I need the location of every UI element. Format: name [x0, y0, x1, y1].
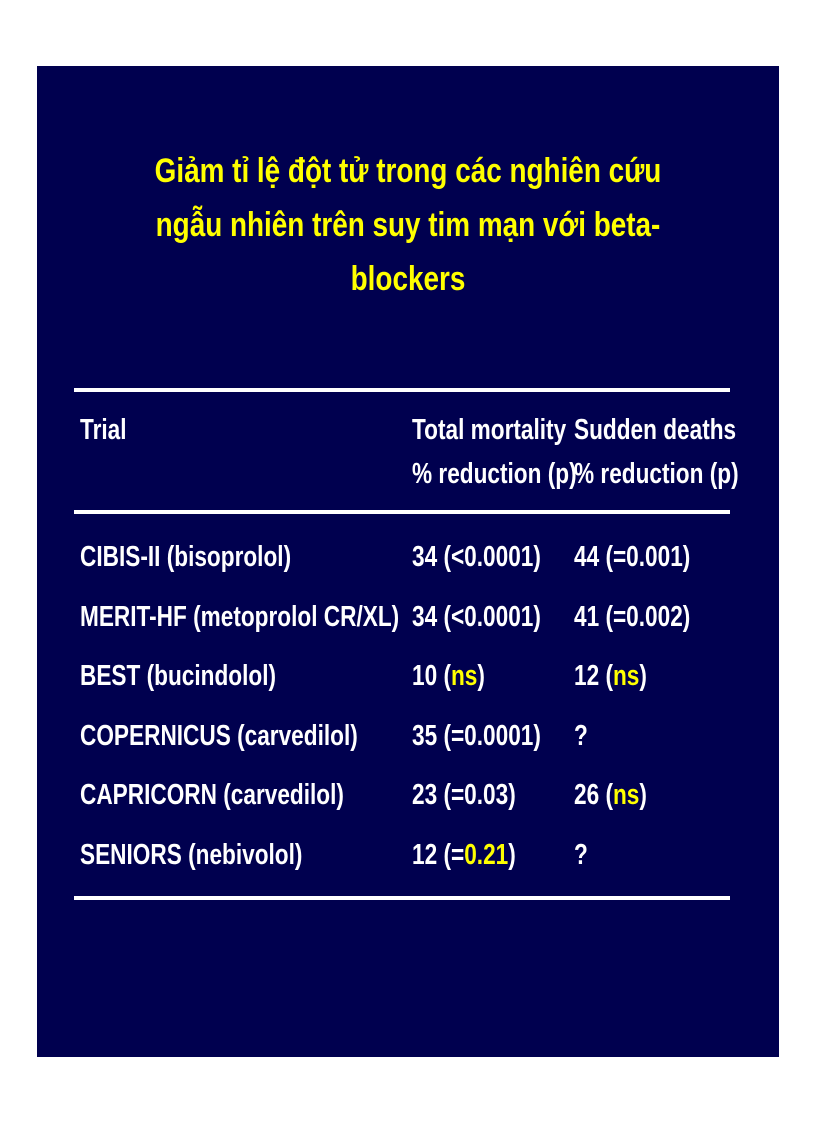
- title-line-2: ngẫu nhiên trên suy tim mạn với beta-blockers: [155, 206, 661, 298]
- sudden-value-post: ): [639, 779, 647, 811]
- row-3-sudden-cell: [574, 658, 647, 694]
- sudden-value-hl: ns: [612, 660, 640, 692]
- total-value-post: ): [508, 839, 516, 871]
- header-sudden-reduction: % reduction (p): [574, 458, 739, 490]
- table-header-rule: [74, 510, 730, 514]
- row-1-sudden-cell: [574, 539, 690, 575]
- row-4-sudden-cell: [574, 718, 588, 754]
- total-value-pre: 34 (<0.0001): [412, 541, 541, 573]
- header-total-mortality: Total mortality: [412, 414, 567, 446]
- row-4-total-cell: [412, 718, 541, 754]
- row-4-trial-cell: COPERNICUS (carvedilol): [80, 720, 358, 752]
- row-5-total-cell: [412, 777, 516, 813]
- row-6-total-cell: [412, 837, 516, 873]
- row-5-trial-cell: CAPRICORN (carvedilol): [80, 779, 344, 811]
- sudden-value-post: ): [639, 660, 647, 692]
- sudden-value-pre: 12 (: [574, 660, 613, 692]
- total-value-pre: 35 (=0.0001): [412, 720, 541, 752]
- total-value-pre: 23 (=0.03): [412, 779, 516, 811]
- table-bottom-rule: [74, 896, 730, 900]
- slide-title: [104, 144, 712, 306]
- sudden-value-hl: ns: [612, 779, 640, 811]
- row-1-trial-cell: CIBIS-II (bisoprolol): [80, 541, 292, 573]
- header-trial: Trial: [80, 414, 127, 446]
- sudden-value-pre: ?: [574, 720, 588, 752]
- total-value-hl: ns: [450, 660, 478, 692]
- header-total-reduction: % reduction (p): [412, 458, 577, 490]
- row-3-trial-cell: BEST (bucindolol): [80, 660, 277, 692]
- row-2-total-cell: [412, 599, 541, 635]
- row-6-trial-cell: SENIORS (nebivolol): [80, 839, 303, 871]
- total-value-pre: 34 (<0.0001): [412, 601, 541, 633]
- sudden-value-pre: 44 (=0.001): [574, 541, 691, 573]
- title-line-1: Giảm tỉ lệ đột tử trong các nghiên cứu: [154, 152, 662, 190]
- total-value-hl: 0.21: [464, 839, 509, 871]
- row-1-total-cell: [412, 539, 541, 575]
- row-2-sudden-cell: [574, 599, 690, 635]
- total-value-post: ): [477, 660, 485, 692]
- sudden-value-pre: 41 (=0.002): [574, 601, 691, 633]
- row-2-trial-cell: MERIT-HF (metoprolol CR/XL): [80, 601, 400, 633]
- table-top-rule: [74, 388, 730, 392]
- sudden-value-pre: 26 (: [574, 779, 613, 811]
- row-6-sudden-cell: [574, 837, 588, 873]
- row-5-sudden-cell: [574, 777, 647, 813]
- slide: [37, 66, 779, 1057]
- total-value-pre: 10 (: [412, 660, 451, 692]
- header-sudden-deaths: Sudden deaths: [574, 414, 737, 446]
- row-3-total-cell: [412, 658, 485, 694]
- sudden-value-pre: ?: [574, 839, 588, 871]
- total-value-pre: 12 (=: [412, 839, 465, 871]
